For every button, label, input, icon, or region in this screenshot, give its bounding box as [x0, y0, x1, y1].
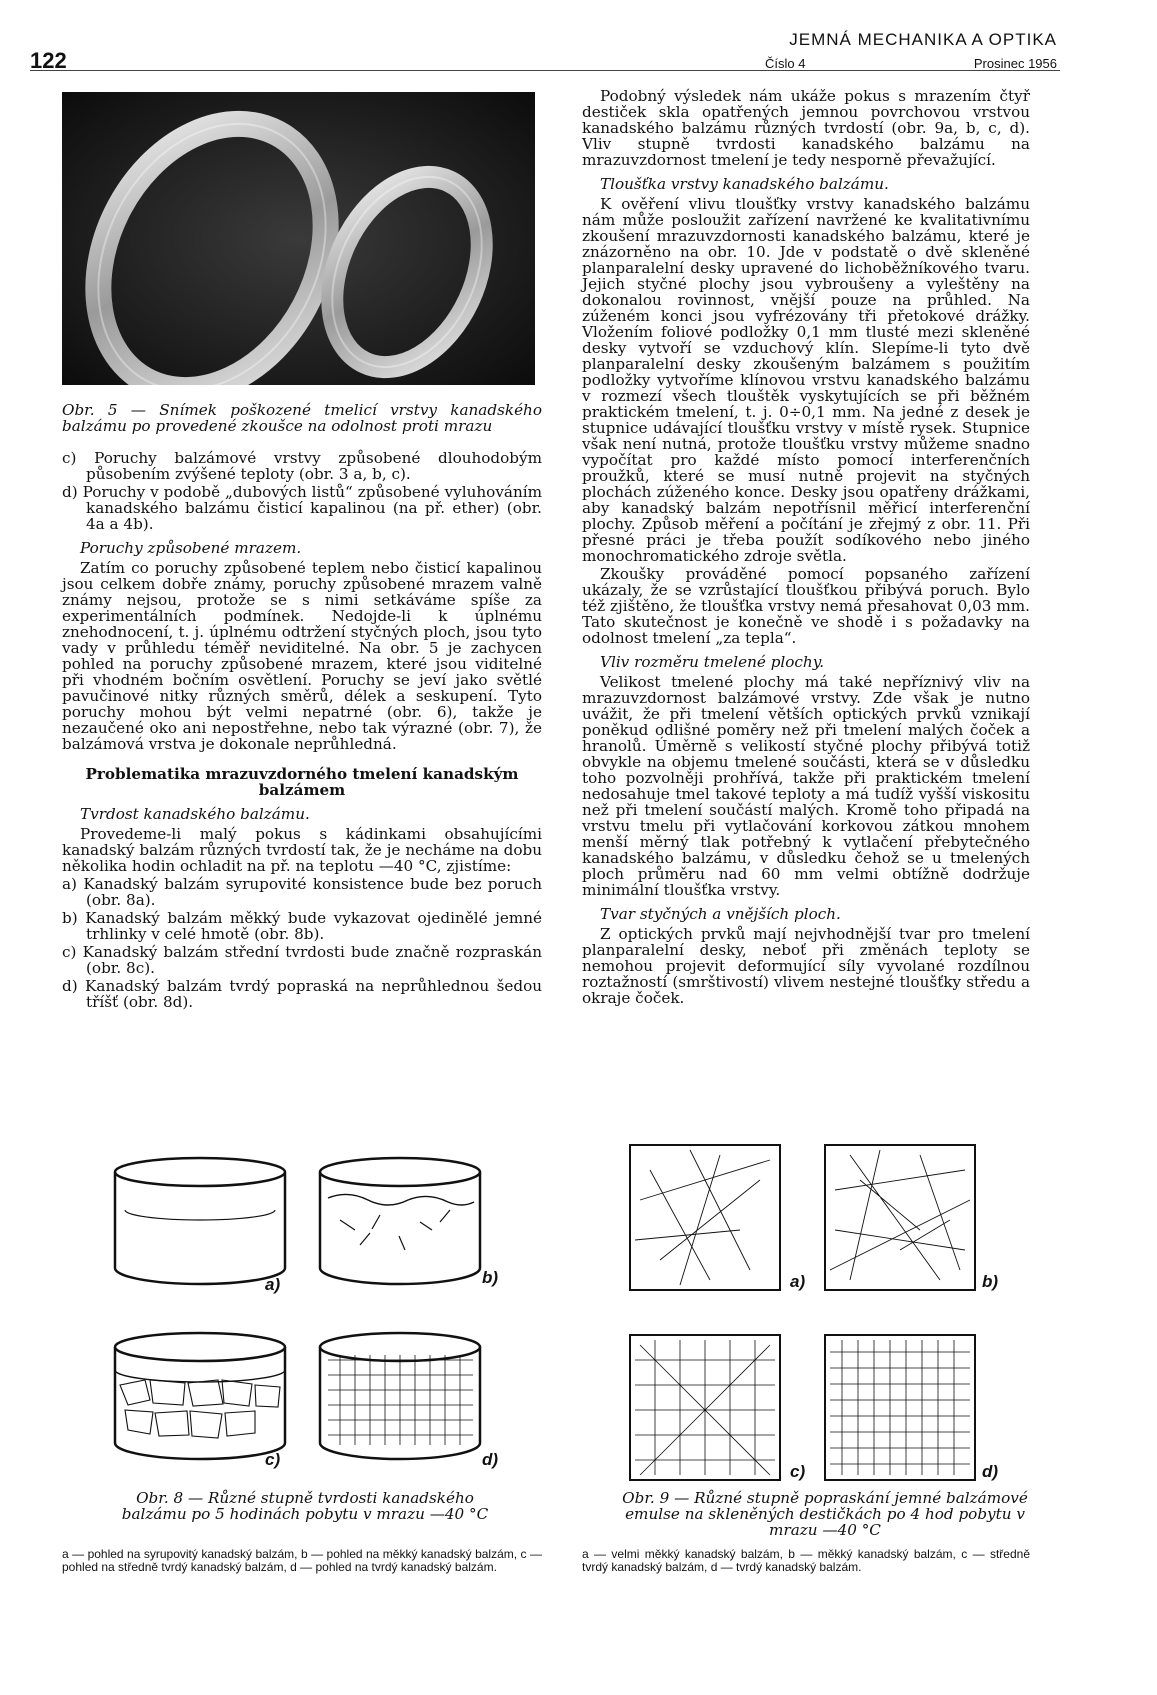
figure-9-label-a: a) — [790, 1272, 806, 1291]
figure-8-label-b: b) — [482, 1268, 499, 1287]
list-item-d: d) Poruchy v podobě „dubových listů“ způsobené vyluhováním kanadského balzámu čisticí kapalinou (na př. ether) (obr. 4a a 4b). — [62, 483, 543, 533]
beakers-drawing — [100, 1150, 520, 1490]
list-item-b: b) Kanadský balzám měkký bude vykazovat ojedinělé jemné trhlinky v celé hmotě (obr. 8b). — [62, 909, 542, 943]
figure-8-label-d: d) — [482, 1450, 499, 1469]
page-number: 122 — [30, 48, 67, 73]
paragraph-intro: Podobný výsledek nám ukáže pokus s mrazením čtyř destiček skla opatřených jemnou povrchovou vrstvou kanadského balzámu různých tvrdostí (obr. 9a, b, c, d). Vliv stupně tvrdosti kanadského balzámu na mrazuvzdornost tmelení je tedy nesporně převažující. — [582, 87, 1030, 169]
subheading-size: Vliv rozměru tmelené plochy. — [600, 653, 825, 671]
subheading-thickness: Tloušťka vrstvy kanadského balzámu. — [600, 175, 889, 193]
paragraph-frost: Zatím co poruchy způsobené teplem nebo čisticí kapalinou jsou celkem dobře známy, poruchy způsobené mrazem valně známy nejsou, protože se s nimi setkáváme spíše za experimentálních podmínek. Nedojde-li k úplnému znehodnocení, t. j. úplnému odtržení styčných ploch, jsou tyto vady v průhledu téměř neviditelné. Na obr. 5 je zachycen pohled na poruchy způsobené mrazem, které jsou viditelné při vhodném bočním osvětlení. Poruchy se jeví jako světlé pavučinové nitky různých směrů, délek a seskupení. Tyto poruchy mohou být velmi nepatrné (obr. 6), takže je nezaučené oko ani nepostřehne, nebo tak výrazné (obr. 7), že balzámová vrstva je dokonale neprůhledná. — [62, 559, 542, 753]
paragraph-thickness-2: Zkoušky prováděné pomocí popsaného zařízení ukázaly, že se vzrůstající tloušťkou přibývá poruch. Bylo též zjištěno, že tloušťka vrstvy nemá přesahovat 0,03 mm. Tato skutečnost je konečně ve shodě i s požadavky na odolnost tmelení „za tepla“. — [582, 565, 1030, 647]
subheading-hardness: Tvrdost kanadského balzámu. — [80, 805, 310, 823]
figure-9-note: a — velmi měkký kanadský balzám, b — měkký kanadský balzám, c — středně tvrdý kanadský balzám, d — tvrdý kanadský balzám. — [582, 1547, 1030, 1574]
figure-9-caption: Obr. 9 — Různé stupně popraskání jemné balzámové emulse na skleněných destičkách po 4 hod pobytu v mrazu —40 °C — [622, 1489, 1028, 1539]
plate-b — [825, 1145, 975, 1290]
beaker-c — [115, 1333, 285, 1459]
figure-8-note: a — pohled na syrupovitý kanadský balzám, b — pohled na měkký kanadský balzám, c — pohled na středně tvrdý kanadský balzám, d — pohled na tvrdý kanadský balzám. — [62, 1547, 542, 1574]
beaker-b — [320, 1158, 480, 1284]
glass-rings-image — [62, 92, 535, 385]
section-heading: Problematika mrazuvzdorného tmelení kanadským balzámem — [85, 765, 519, 799]
plate-a — [630, 1145, 780, 1290]
figure-9-label-b: b) — [982, 1272, 999, 1291]
figure-5-photo — [62, 92, 535, 385]
figure-8-caption: Obr. 8 — Různé stupně tvrdosti kanadského balzámu po 5 hodinách pobytu v mrazu —40 °C — [121, 1489, 489, 1523]
list-item-a: a) Kanadský balzám syrupovité konsistence bude bez poruch (obr. 8a). — [62, 875, 542, 909]
beaker-a — [115, 1158, 285, 1284]
issue-date: Prosinec 1956 — [973, 56, 1057, 71]
paragraph-hardness: Provedeme-li malý pokus s kádinkami obsahujícími kanadský balzám různých tvrdostí tak, že je necháme na dobu několika hodin ochladit na př. na teplotu —40 °C, zjistíme: — [62, 825, 542, 875]
plate-d — [825, 1335, 975, 1480]
figure-8-label-a: a) — [265, 1275, 281, 1294]
right-column — [582, 88, 1030, 1008]
figure-9 — [620, 1140, 1060, 1500]
figure-8-label-c: c) — [265, 1450, 281, 1469]
subheading-shape: Tvar styčných a vnějších ploch. — [600, 905, 841, 923]
journal-title: JEMNÁ MECHANIKA A OPTIKA — [789, 30, 1057, 49]
paragraph-size: Velikost tmelené plochy má také nepříznivý vliv na mrazuvzdornost balzámové vrstvy. Zde však je nutno uvážit, že při tmelení větších optických prvků vznikají poněkud odlišné poměry než při tmelení malých čoček a hranolů. Úměrně s velikostí styčné plochy přibývá totiž obvykle na objemu tmelené součásti, která se v důsledku toho pozvolněji prohřívá, takže při praktickém tmelení nedosahuje tmel takové teploty a má tudíž vyšší viskositu než při tmelení součástí malých. Kromě toho připadá na vrstvu tmelu při vytlačování korkovou zátkou mnohem menší měrný tlak potřebný k vytlačení přebytečného kanadského balzámu, v důsledku čehož se u tmelených ploch průměru nad 60 mm velmi obtížně dodržuje minimální tloušťka vrstvy. — [582, 673, 1030, 899]
list-item-c: c) Poruchy balzámové vrstvy způsobené dlouhodobým působením zvýšené teploty (obr. 3 a, b, c). — [62, 449, 542, 483]
subheading-frost: Poruchy způsobené mrazem. — [80, 539, 302, 557]
header-rule — [30, 70, 1060, 71]
figure-5-caption: Obr. 5 — Snímek poškozené tmelicí vrstvy kanadského balzámu po provedené zkoušce na odolnost proti mrazu — [62, 401, 542, 435]
figure-8 — [100, 1150, 520, 1490]
paragraph-shape: Z optických prvků mají nejvhodnější tvar pro tmelení planparalelní desky, neboť při změnách teploty se nemohou projevit deformující síly vyvolané rozdílnou roztažností (smrštivostí) vlivem nestejné tloušťky středu a okraje čoček. — [582, 925, 1030, 1007]
list-item-c2: c) Kanadský balzám střední tvrdosti bude značně rozpraskán (obr. 8c). — [62, 943, 543, 977]
beaker-d — [320, 1333, 480, 1459]
left-column — [62, 402, 542, 1012]
figure-9-label-c: c) — [790, 1462, 806, 1481]
figure-9-label-d: d) — [982, 1462, 999, 1481]
list-item-d2: d) Kanadský balzám tvrdý popraská na neprůhlednou šedou tříšť (obr. 8d). — [62, 977, 543, 1011]
plates-drawing — [620, 1140, 1060, 1500]
paragraph-thickness-1: K ověření vlivu tloušťky vrstvy kanadského balzámu nám může posloužit zařízení navržené ke kvalitativnímu zkoušení mrazuvzdornosti kanadského balzámu, které je znázorněno na obr. 10. Jde v podstatě o dvě skleněné planparalelní desky upravené do lichoběžníkového tvaru. Jejich styčné plochy jsou vybroušeny a vyleštěny na dokonalou rovinnost, vnější pouze na průhled. Na zúženém konci jsou vyfrézovány tři přetokové drážky. Vložením foliové podložky 0,1 mm tlusté mezi skleněné desky vytvoří se vzduchový klín. Slepíme-li tyto dvě planparalelní desky zkoušeným balzámem s použitím podložky vytvoříme klínovou vrstvu kanadského balzámu v rozmezí všech tlouštěk vyskytujících se při běžném praktickém tmelení, t. j. 0÷0,1 mm. Na jedné z desek je stupnice udávající tloušťku vrstvy v místě rysek. Stupnice však není nutná, protože tloušťku vrstvy můžeme snadno vypočítat pro každé místo pomocí interferenčních proužků, které se musí nutně projevit na styčných plochách zúženého konce. Desky jsou opatřeny drážkami, aby kanadský balzám nepotřísnil měřicí interferenční plochy. Způsob měření a počítání je zřejmý z obr. 11. Při přesné práci je třeba použít sodíkového nebo jiného monochromatického zdroje světla. — [582, 195, 1030, 565]
issue-number: Číslo 4 — [765, 56, 806, 71]
